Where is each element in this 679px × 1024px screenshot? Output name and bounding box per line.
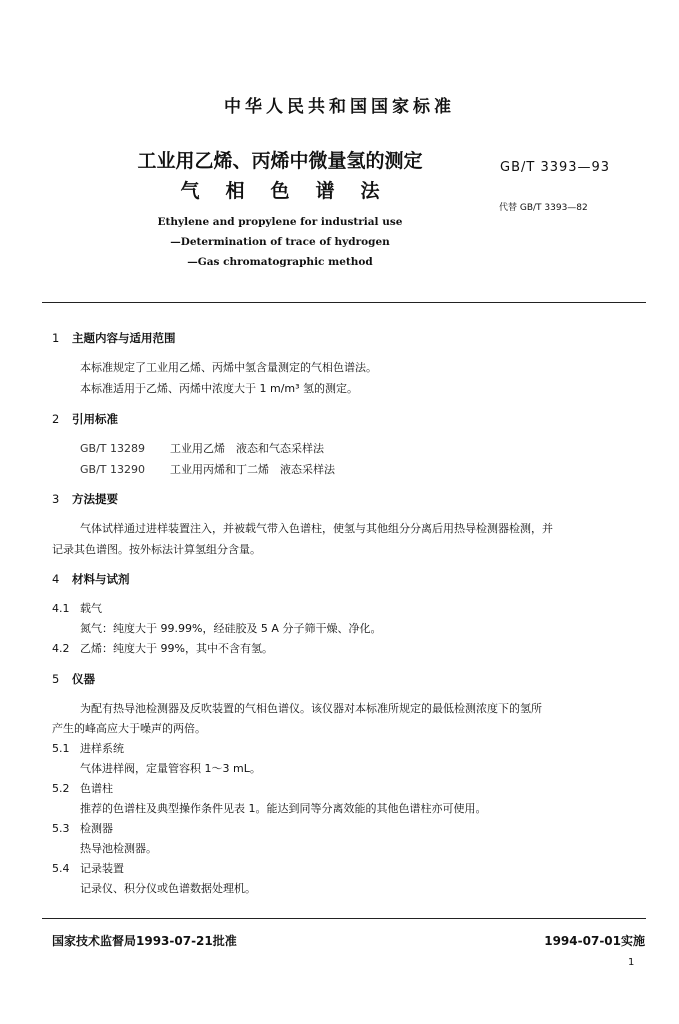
reference-item [80,440,324,456]
section-5-heading [52,671,95,687]
paragraph: 本标准适用于乙烯、丙烯中浓度大于 1 m/m³ 氢的测定。 [80,382,359,395]
reference-code: GB/T 13289 [80,442,145,455]
paragraph: 本标准规定了工业用乙烯、丙烯中氢含量测定的气相色谱法。 [80,361,377,374]
subsection-4-2 [52,640,273,656]
section-number: 1 [52,331,60,345]
subsection-5-1 [52,740,124,756]
paragraph: 产生的峰高应大于噪声的两倍。 [52,722,206,735]
subsection-text: 乙烯：纯度大于 99%，其中不含有氢。 [80,642,273,655]
paragraph: 为配有热导池检测器及反吹装置的气相色谱仪。该仪器对本标准所规定的最低检测浓度下的氢所 [80,702,542,715]
subsection-number: 5.3 [52,822,70,835]
replaces-note: 代替 GB/T 3393—82 [499,203,588,213]
section-number: 5 [52,672,60,686]
implementation-date: 1994-07-01实施 [544,934,645,948]
title-english-line3: —Gas chromatographic method [187,256,373,268]
paragraph: 记录其色谱图。按外标法计算氢组分含量。 [52,543,261,556]
approval-date: 国家技术监督局1993-07-21批准 [52,934,237,948]
title-chinese-line2: 气相色谱法 [180,180,406,202]
subsection-5-4 [52,860,124,876]
paragraph: 推荐的色谱柱及典型操作条件见表 1。能达到同等分离效能的其他色谱柱亦可使用。 [80,802,487,815]
subsection-title: 检测器 [80,822,113,835]
subsection-title: 色谱柱 [80,782,113,795]
reference-title: 工业用乙烯 液态和气态采样法 [170,442,324,455]
subsection-5-3 [52,820,113,836]
subsection-number: 4.1 [52,602,70,615]
subsection-number: 5.4 [52,862,70,875]
subsection-4-1 [52,600,102,616]
section-number: 3 [52,492,60,506]
section-title: 方法提要 [72,492,118,506]
section-title: 引用标准 [72,412,118,426]
reference-title: 工业用丙烯和丁二烯 液态采样法 [170,463,335,476]
section-title: 材料与试剂 [72,572,130,586]
title-english-line2: —Determination of trace of hydrogen [170,236,390,248]
reference-item [80,461,335,477]
section-4-heading [52,571,130,587]
subsection-number: 4.2 [52,642,70,655]
standard-code: GB/T 3393—93 [500,160,611,175]
subsection-title: 进样系统 [80,742,124,755]
section-title: 主题内容与适用范围 [72,331,176,345]
issuer-header: 中华人民共和国国家标准 [224,97,455,117]
title-chinese-line1: 工业用乙烯、丙烯中微量氢的测定 [137,150,423,172]
subsection-title: 载气 [80,602,102,615]
paragraph: 氮气：纯度大于 99.99%，经硅胶及 5 A 分子筛干燥、净化。 [80,622,382,635]
footer-divider [42,918,646,919]
paragraph: 气体进样阀，定量管容积 1～3 mL。 [80,762,261,775]
reference-code: GB/T 13290 [80,463,145,476]
page-number: 1 [628,957,635,968]
section-3-heading [52,491,118,507]
section-number: 4 [52,572,60,586]
paragraph: 热导池检测器。 [80,842,157,855]
section-number: 2 [52,412,60,426]
subsection-number: 5.2 [52,782,70,795]
header-divider [42,302,646,303]
subsection-number: 5.1 [52,742,70,755]
subsection-title: 记录装置 [80,862,124,875]
section-title: 仪器 [72,672,95,686]
title-english-line1: Ethylene and propylene for industrial use [157,216,403,228]
paragraph: 记录仪、积分仪或色谱数据处理机。 [80,882,256,895]
section-1-heading [52,330,176,346]
section-2-heading [52,411,118,427]
paragraph: 气体试样通过进样装置注入，并被载气带入色谱柱，使氢与其他组分分离后用热导检测器检测，并 [80,522,553,535]
subsection-5-2 [52,780,113,796]
